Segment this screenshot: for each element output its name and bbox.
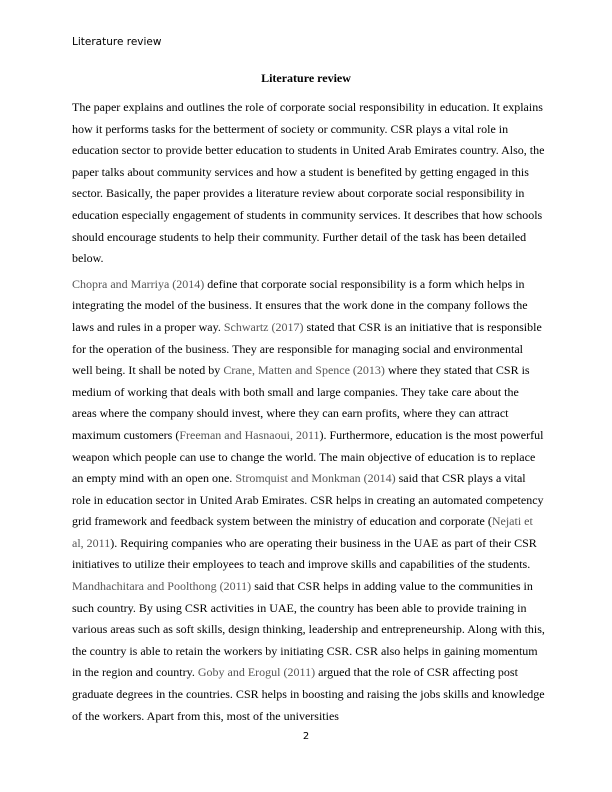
text-run: where they stated that CSR is medium of working that deals with both small and large companies. They take care about the areas where the company should invest, where they can earn profits, where they can attract maximum customers ( xyxy=(72,363,530,442)
text-run: said that CSR helps in adding value to the communities in such country. By using CSR activities in UAE, the country has been able to provide training in various areas such as soft skills, design thinking, leadership and entrepreneurship. Along with this, the country is able to retain the workers by initiating CSR. CSR also helps in gaining momentum in the region and country. xyxy=(72,579,545,680)
text-run: The paper explains and outlines the role of corporate social responsibility in education. It explains how it performs tasks for the betterment of society or community. CSR plays a vital role in education sector to provide better education to students in United Arab Emirates country. Also, the paper talks about community services and how a student is benefited by getting engaged in this sector. Basically, the paper provides a literature review about corporate social responsibility in education especially engagement of students in community services. It describes that how schools should encourage students to help their community. Further detail of the task has been detailed below. xyxy=(72,100,545,266)
text-run: stated that CSR is an initiative that is responsible for the operation of the business. They are responsible for managing social and environmental well being. It shall be noted by xyxy=(72,319,542,378)
literature-paragraph xyxy=(72,274,546,727)
citation: Freeman and Hasnaoui, 2011 xyxy=(179,427,320,442)
citation: Nejati et al, 2011 xyxy=(72,514,533,550)
document-body xyxy=(72,97,546,727)
document-title: Literature review xyxy=(261,71,351,85)
citation: Mandhachitara and Poolthong (2011) xyxy=(72,579,252,594)
citation: Stromquist and Monkman (2014) xyxy=(235,471,396,486)
page-number: 2 xyxy=(302,731,310,742)
citation: Schwartz (2017) xyxy=(223,319,304,334)
text-run: argued that the role of CSR affecting post graduate degrees in the countries. CSR helps in boosting and raising the jobs skills and knowledge of the workers. Apart from this, most of the universities xyxy=(72,665,545,723)
citation: Goby and Erogul (2011) xyxy=(197,665,316,680)
running-header: Literature review xyxy=(72,36,162,48)
citation: Chopra and Marriya (2014) xyxy=(72,276,205,291)
text-run: ). Furthermore, education is the most powerful weapon which people can use to change the world. The main objective of education is to replace an empty mind with an open one. xyxy=(72,427,544,486)
citation: Crane, Matten and Spence (2013) xyxy=(223,363,385,378)
text-run: define that corporate social responsibility is a form which helps in integrating the model of the business. It ensures that the work done in the company follows the laws and rules in a proper way. xyxy=(72,276,528,334)
text-run: ). Requiring companies who are operating their business in the UAE as part of their CSR initiatives to utilize their employees to teach and improve skills and capabilities of the students. xyxy=(72,535,537,572)
text-run: said that CSR plays a vital role in education sector in United Arab Emirates. CSR helps in creating an automated competency grid framework and feedback system between the ministry of education and corporate ( xyxy=(72,471,544,529)
intro-paragraph xyxy=(72,97,546,270)
